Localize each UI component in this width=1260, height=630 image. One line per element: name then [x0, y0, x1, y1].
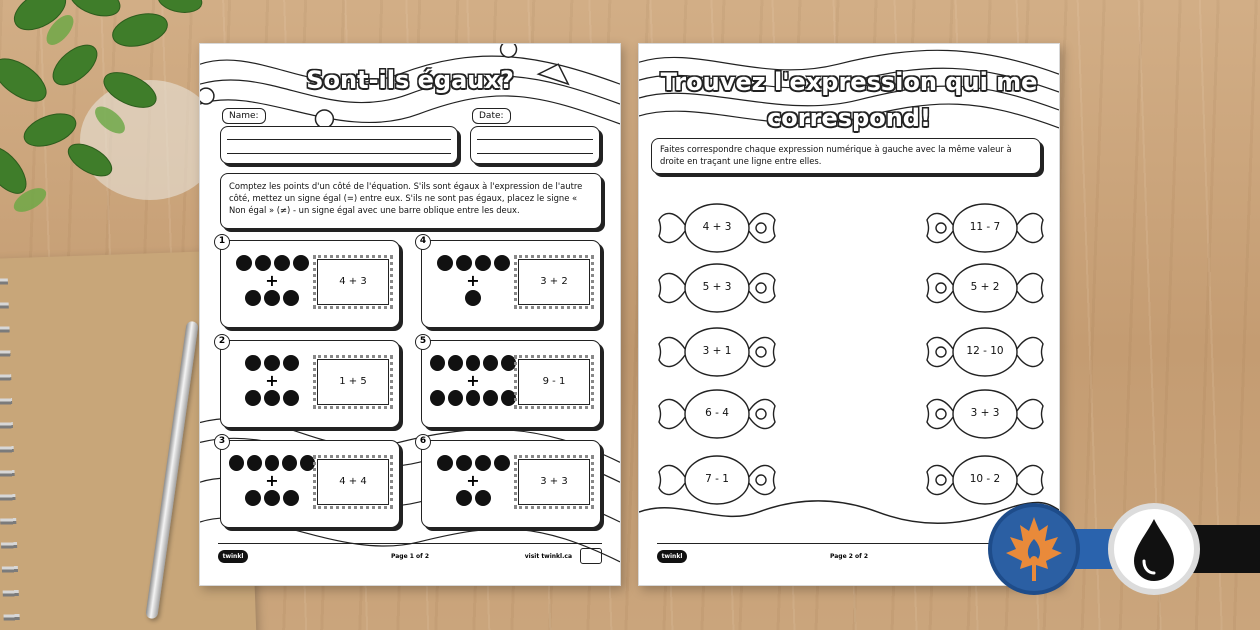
dot — [283, 390, 299, 406]
dot — [255, 255, 271, 271]
candy-left-2[interactable] — [657, 260, 777, 316]
candy-left-1[interactable] — [657, 200, 777, 256]
card-number: 6 — [415, 434, 431, 450]
dot — [245, 290, 261, 306]
dot-row — [229, 490, 315, 507]
page-title: Sont-ils égaux? — [306, 66, 514, 94]
instructions-box — [651, 138, 1041, 174]
page-footer — [218, 543, 602, 563]
worksheet-page-1 — [199, 43, 621, 586]
page-title-line-1: Trouvez l'expression qui me — [660, 68, 1038, 96]
dot — [245, 390, 261, 406]
dot — [475, 255, 491, 271]
dot — [293, 255, 309, 271]
dot — [430, 355, 445, 371]
equation-card — [419, 436, 601, 528]
candy-expression: 4 + 3 — [702, 221, 732, 233]
dot-group — [430, 255, 516, 307]
dot — [247, 455, 262, 471]
dot — [466, 355, 481, 371]
dot — [475, 455, 491, 471]
card-number: 5 — [415, 334, 431, 350]
plus-sign: + — [466, 271, 480, 290]
instructions-box — [220, 173, 602, 229]
dot — [465, 290, 481, 306]
dot-row — [430, 455, 516, 472]
candy-expression: 5 + 3 — [702, 281, 732, 293]
candy-expression: 3 + 3 — [970, 407, 1000, 419]
dot — [437, 255, 453, 271]
candy-expression: 11 - 7 — [969, 221, 1001, 233]
dot-row — [430, 290, 516, 307]
candy-right-5[interactable] — [925, 452, 1045, 508]
equation-card — [218, 236, 400, 328]
equation-card — [218, 436, 400, 528]
instructions-text: Comptez les points d'un côté de l'équation. S'ils sont égaux à l'expression de l'autre côté, mettez un signe égal (=) entre eux. S'ils ne sont pas égaux, placez le signe « Non égal » (≠) - un signe égal avec une barre oblique entre les deux. — [229, 181, 583, 215]
dot — [229, 455, 244, 471]
page-title-line-2: correspond! — [767, 104, 931, 132]
dot-group — [229, 455, 315, 507]
dot-row — [229, 390, 315, 407]
dot-row — [229, 455, 315, 472]
dot — [245, 355, 261, 371]
dot-group — [430, 455, 516, 507]
twinkl-logo: twinkl — [657, 550, 687, 563]
card-number: 3 — [214, 434, 230, 450]
expression-box: 9 - 1 — [518, 359, 590, 405]
dot-row — [430, 255, 516, 272]
expression-box: 3 + 2 — [518, 259, 590, 305]
plus-sign: + — [265, 271, 279, 290]
dot — [501, 390, 516, 406]
dot — [437, 455, 453, 471]
dot — [494, 455, 510, 471]
expression-box: 4 + 3 — [317, 259, 389, 305]
expression-box: 3 + 3 — [518, 459, 590, 505]
equation-card — [419, 236, 601, 328]
ink-drop-icon — [1108, 503, 1200, 595]
dot — [283, 490, 299, 506]
candy-right-1[interactable] — [925, 200, 1045, 256]
card-number: 4 — [415, 234, 431, 250]
date-field[interactable] — [470, 126, 600, 164]
dot — [264, 355, 280, 371]
dot — [265, 455, 280, 471]
dot — [448, 390, 463, 406]
dot-row — [229, 355, 315, 372]
dot — [300, 455, 315, 471]
candy-left-3[interactable] — [657, 324, 777, 380]
expression-box: 1 + 5 — [317, 359, 389, 405]
dot — [264, 490, 280, 506]
dot — [236, 255, 252, 271]
instructions-text: Faites correspondre chaque expression numérique à gauche avec la même valeur à droite en traçant une ligne entre elles. — [660, 144, 1012, 166]
candy-right-3[interactable] — [925, 324, 1045, 380]
dot-row — [229, 255, 315, 272]
card-number: 2 — [214, 334, 230, 350]
dot — [456, 455, 472, 471]
notebook-rings — [0, 268, 21, 630]
dot — [448, 355, 463, 371]
dot — [430, 390, 445, 406]
name-field[interactable] — [220, 126, 458, 164]
visit-link[interactable]: visit twinkl.ca — [524, 553, 572, 560]
plus-sign: + — [466, 371, 480, 390]
candy-left-5[interactable] — [657, 452, 777, 508]
dot — [501, 355, 516, 371]
equation-card — [419, 336, 601, 428]
plus-sign: + — [265, 471, 279, 490]
dot — [494, 255, 510, 271]
candy-right-4[interactable] — [925, 386, 1045, 442]
candy-right-2[interactable] — [925, 260, 1045, 316]
candy-expression: 6 - 4 — [705, 407, 729, 419]
dot — [483, 390, 498, 406]
name-label: Name: — [222, 108, 266, 124]
plus-sign: + — [466, 471, 480, 490]
candy-expression: 5 + 2 — [970, 281, 1000, 293]
dot-group — [229, 255, 315, 307]
worksheet-page-2 — [638, 43, 1060, 586]
dot — [483, 355, 498, 371]
candy-expression: 3 + 1 — [702, 345, 732, 357]
candy-left-4[interactable] — [657, 386, 777, 442]
candy-expression: 7 - 1 — [705, 473, 729, 485]
equation-card — [218, 336, 400, 428]
page-number: Page 2 of 2 — [830, 553, 868, 560]
plus-sign: + — [265, 371, 279, 390]
candy-expression: 10 - 2 — [969, 473, 1001, 485]
date-label: Date: — [472, 108, 511, 124]
quality-stamp-icon — [580, 548, 602, 564]
dot-row — [430, 355, 516, 372]
dot — [283, 290, 299, 306]
dot — [466, 390, 481, 406]
dot-row — [430, 490, 516, 507]
dot-group — [430, 355, 516, 407]
dot — [283, 355, 299, 371]
expression-box: 4 + 4 — [317, 459, 389, 505]
candy-expression: 12 - 10 — [966, 345, 1004, 357]
card-number: 1 — [214, 234, 230, 250]
dot — [456, 255, 472, 271]
dot — [264, 390, 280, 406]
dot — [245, 490, 261, 506]
dot — [274, 255, 290, 271]
dot-row — [430, 390, 516, 407]
twinkl-logo: twinkl — [218, 550, 248, 563]
maple-leaf-icon — [988, 503, 1080, 595]
dot-row — [229, 290, 315, 307]
dot — [282, 455, 297, 471]
dot — [456, 490, 472, 506]
dot — [264, 290, 280, 306]
dot-group — [229, 355, 315, 407]
page-footer — [657, 543, 1041, 563]
page-number: Page 1 of 2 — [391, 553, 429, 560]
dot — [475, 490, 491, 506]
